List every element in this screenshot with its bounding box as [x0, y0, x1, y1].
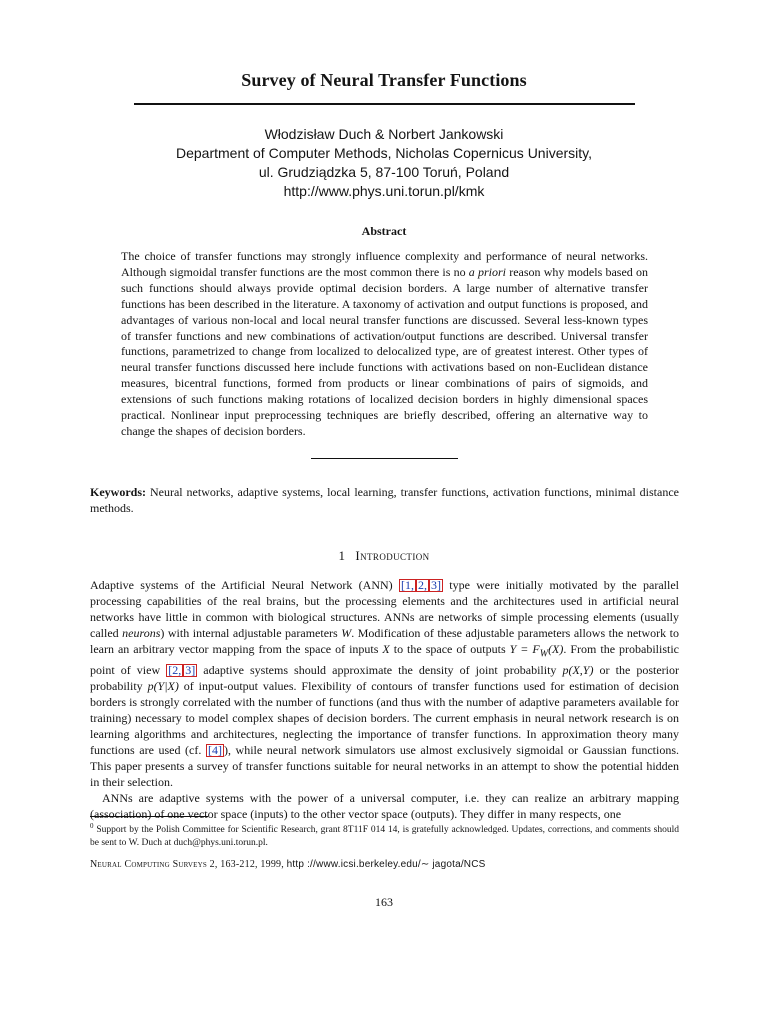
math-subscript: W [539, 648, 549, 660]
paragraph [90, 577, 679, 790]
footnote-mark: 0 [90, 822, 94, 830]
author-names: Włodzisław Duch & Norbert Jankowski [264, 126, 504, 142]
text-run: or the posterior probability [90, 663, 679, 694]
math-symbol: Y = F [509, 642, 540, 656]
journal-name: Neural Computing Surveys [90, 859, 207, 870]
citation-link[interactable]: 3] [430, 578, 441, 592]
math-symbol: W [341, 626, 352, 640]
journal-details: 2, 163-212, 1999, [206, 859, 287, 870]
footnote-text: Support by the Polish Committee for Scientific Research, grant 8T11F 014 14, is gratefully acknowledged. Updates, corrections, and comments should be sent to W. Duch at duch@phys.uni.torun.pl. [90, 825, 679, 848]
citation-link[interactable]: 3] [185, 663, 196, 678]
journal-url[interactable]: http ://www.icsi.berkeley.edu/∼ jagota/NCS [286, 859, 486, 870]
text-run: ), while neural network simulators use almost exclusively sigmoidal or Gaussian functions. This paper presents a survey of transfer functions suitable for neural networks in an attempt to show the potential hidden in their selection. [90, 743, 679, 790]
footnote-rule [90, 816, 208, 817]
abstract-heading: Abstract [361, 224, 407, 238]
title-rule [134, 103, 635, 105]
math-symbol: X [382, 642, 390, 656]
introduction-body [90, 577, 679, 822]
footnote [90, 820, 679, 849]
text-run: type were initially motivated by the parallel processing capabilities of the real brains, but the processing elements and the architectures used in artificial neural networks have little in common with biological structures. ANNs are networks of simple processing elements (usually called [90, 578, 679, 640]
citation-link[interactable]: [1, [400, 578, 414, 592]
text-run: Adaptive systems of the Artificial Neural Network (ANN) [90, 578, 399, 592]
text-run: ) with internal adjustable parameters [160, 626, 342, 640]
paper-title: Survey of Neural Transfer Functions [241, 70, 527, 90]
page-number: 163 [375, 895, 393, 909]
keywords-label: Keywords: [90, 485, 146, 499]
math-symbol: (X) [548, 642, 564, 656]
citation-link[interactable]: [2, [168, 663, 182, 678]
abstract-part: The choice of transfer functions may strongly influence complexity and performance of neural networks. Although sigmoidal transfer functions are the most common there is no [121, 249, 648, 279]
text-run: to the space of outputs [389, 642, 510, 656]
text-run: . From the probabilistic point of view [90, 642, 679, 678]
section-divider [311, 458, 458, 459]
math-symbol: p(Y|X) [147, 679, 179, 694]
abstract-part: reason why models based on such functions should always provide optimal decision borders. A large number of alternative transfer functions has been described in the literature. A taxonomy of activation and output functions is proposed, and advantages of various non-local and local neural transfer functions are discussed. Several less-known types of transfer functions and new combinations of activation/output functions are described. Universal transfer functions, parametrized to change from localized to delocalized type, are of greatest interest. Other types of neural transfer functions discussed here include functions with activations based on non-Euclidean distance measures, bicentral functions, formed from products or linear combinations of pairs of sigmoids, and extensions of such functions making rotations of localized decision borders in highly dimensional spaces practical. Nonlinear input preprocessing techniques are briefly described, offering an alternative way to change the shapes of decision borders. [121, 264, 648, 438]
author-address: ul. Grudziądzka 5, 87-100 Toruń, Poland [258, 164, 510, 180]
math-symbol: p(X,Y) [562, 663, 594, 678]
text-run: adaptive systems should approximate the density of joint probability [197, 663, 563, 678]
abstract-italic: a priori [468, 264, 507, 279]
author-department: Department of Computer Methods, Nicholas Copernicus University, [175, 145, 593, 161]
citation-link[interactable]: 2, [417, 578, 427, 592]
author-url[interactable]: http://www.phys.uni.torun.pl/kmk [283, 183, 485, 199]
paragraph: ANNs are adaptive systems with the power of a universal computer, i.e. they can realize an arbitrary mapping (association) of one vector space (inputs) to the other vector space (outputs). They differ in many respects, one [90, 791, 679, 822]
text-run: . Modification of these adjustable parameters allows the network to learn an arbitrary vector mapping from the space of inputs [90, 626, 679, 656]
keywords [90, 485, 679, 516]
keywords-text: Neural networks, adaptive systems, local learning, transfer functions, activation functions, minimal distance methods. [90, 485, 679, 515]
section-number: 1 [338, 548, 346, 563]
author-block [0, 125, 768, 201]
citation-link[interactable]: [4] [207, 743, 222, 758]
text-run: of input-output values. Flexibility of contours of transfer functions used for estimation of decision borders is strongly correlated with the number of functions (and thus with the number of adaptive parameters available for training) necessary to model complex shapes of decision borders. The current emphasis in neural network research is on learning algorithms and architectures, neglecting the importance of transfer functions. In approximation theory many functions are used (cf. [90, 679, 679, 758]
italic-term: neurons [122, 626, 161, 640]
section-heading [0, 548, 768, 564]
abstract-text [121, 249, 648, 440]
journal-line [90, 859, 486, 870]
section-title: Introduction [355, 548, 430, 563]
